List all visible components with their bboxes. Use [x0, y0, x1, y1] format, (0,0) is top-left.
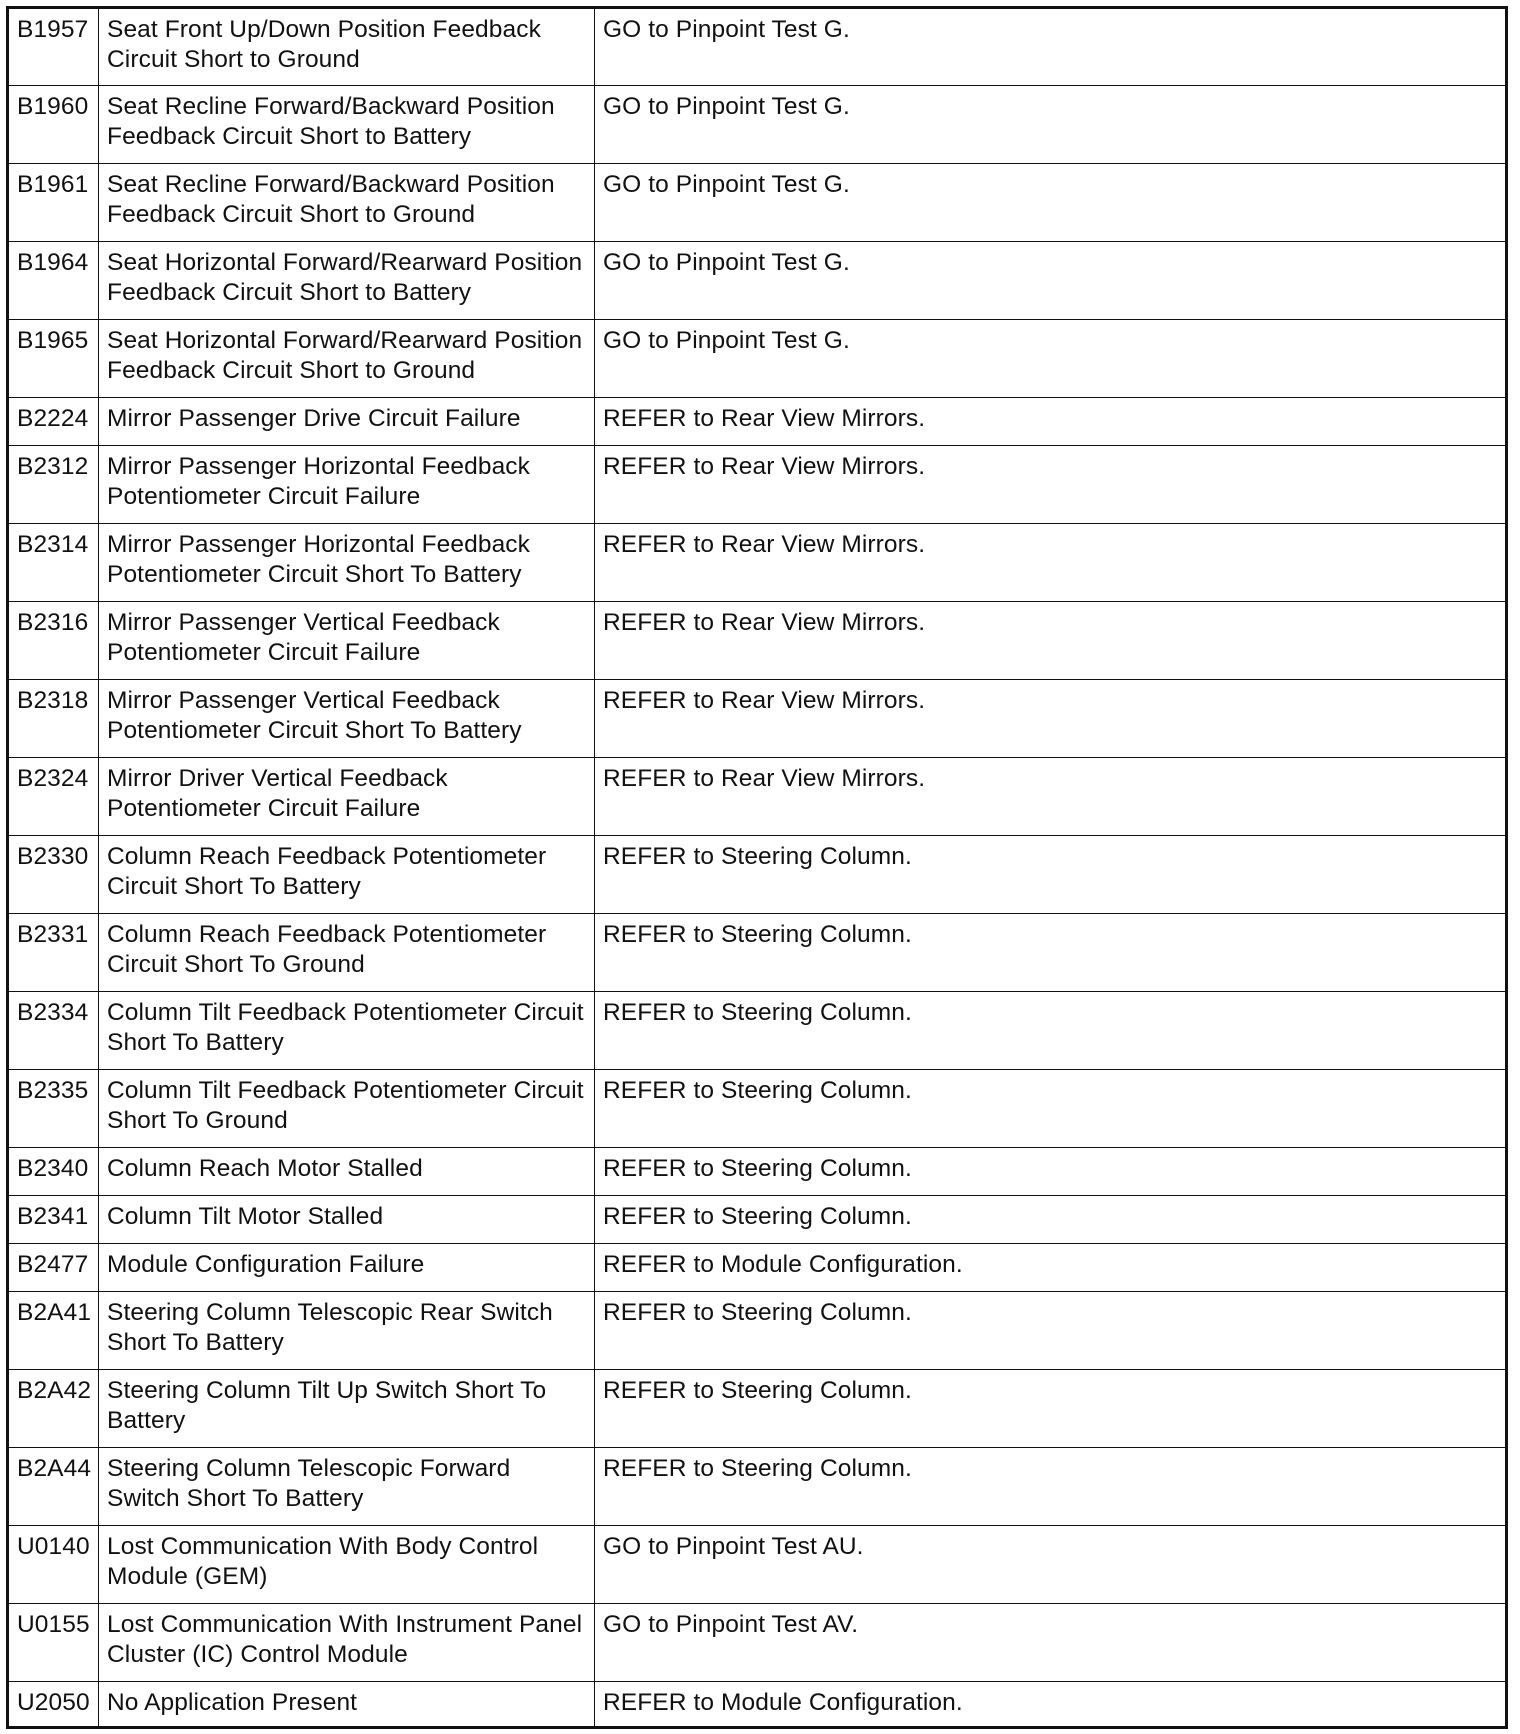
- table-row: [8, 1370, 1507, 1448]
- dtc-code-cell: B2324: [8, 758, 99, 836]
- dtc-code-cell: B1961: [8, 164, 99, 242]
- dtc-code-cell: B1964: [8, 242, 99, 320]
- dtc-action-cell: REFER to Steering Column.: [595, 1370, 1507, 1448]
- dtc-action-cell: REFER to Steering Column.: [595, 992, 1507, 1070]
- dtc-description-cell: Mirror Driver Vertical Feedback Potentiometer Circuit Failure: [99, 758, 595, 836]
- dtc-code-cell: B2314: [8, 524, 99, 602]
- dtc-action-cell: REFER to Module Configuration.: [595, 1682, 1507, 1728]
- table-row: [8, 446, 1507, 524]
- table-row: [8, 1148, 1507, 1196]
- dtc-code-cell: B2340: [8, 1148, 99, 1196]
- dtc-code-cell: U2050: [8, 1682, 99, 1728]
- dtc-code-cell: B2335: [8, 1070, 99, 1148]
- dtc-action-cell: GO to Pinpoint Test AU.: [595, 1526, 1507, 1604]
- table-row: [8, 320, 1507, 398]
- dtc-action-cell: GO to Pinpoint Test G.: [595, 86, 1507, 164]
- table-row: [8, 1292, 1507, 1370]
- dtc-code-cell: B1957: [8, 8, 99, 86]
- dtc-code-cell: B2224: [8, 398, 99, 446]
- dtc-description-cell: Steering Column Telescopic Forward Switch Short To Battery: [99, 1448, 595, 1526]
- table-row: [8, 8, 1507, 86]
- dtc-description-cell: Lost Communication With Instrument Panel Cluster (IC) Control Module: [99, 1604, 595, 1682]
- table-row: [8, 1526, 1507, 1604]
- dtc-description-cell: Mirror Passenger Horizontal Feedback Potentiometer Circuit Failure: [99, 446, 595, 524]
- dtc-description-cell: Mirror Passenger Vertical Feedback Potentiometer Circuit Short To Battery: [99, 680, 595, 758]
- dtc-description-cell: Seat Recline Forward/Backward Position Feedback Circuit Short to Battery: [99, 86, 595, 164]
- dtc-table-body: [8, 8, 1507, 1728]
- table-row: [8, 1070, 1507, 1148]
- dtc-description-cell: No Application Present: [99, 1682, 595, 1728]
- dtc-action-cell: REFER to Steering Column.: [595, 1196, 1507, 1244]
- dtc-description-cell: Column Reach Feedback Potentiometer Circuit Short To Battery: [99, 836, 595, 914]
- dtc-description-cell: Column Tilt Feedback Potentiometer Circuit Short To Ground: [99, 1070, 595, 1148]
- table-row: [8, 164, 1507, 242]
- dtc-code-cell: U0140: [8, 1526, 99, 1604]
- dtc-action-cell: REFER to Rear View Mirrors.: [595, 398, 1507, 446]
- dtc-code-cell: B2331: [8, 914, 99, 992]
- dtc-action-cell: REFER to Steering Column.: [595, 1448, 1507, 1526]
- dtc-code-cell: B1960: [8, 86, 99, 164]
- dtc-code-cell: B2312: [8, 446, 99, 524]
- dtc-code-cell: B2330: [8, 836, 99, 914]
- dtc-description-cell: Column Tilt Motor Stalled: [99, 1196, 595, 1244]
- dtc-action-cell: REFER to Rear View Mirrors.: [595, 758, 1507, 836]
- dtc-code-cell: B2316: [8, 602, 99, 680]
- dtc-description-cell: Seat Horizontal Forward/Rearward Position Feedback Circuit Short to Battery: [99, 242, 595, 320]
- table-row: [8, 914, 1507, 992]
- dtc-action-cell: GO to Pinpoint Test AV.: [595, 1604, 1507, 1682]
- table-row: [8, 1604, 1507, 1682]
- table-row: [8, 86, 1507, 164]
- dtc-code-cell: B2A44: [8, 1448, 99, 1526]
- dtc-description-cell: Column Reach Motor Stalled: [99, 1148, 595, 1196]
- dtc-code-cell: B2334: [8, 992, 99, 1070]
- dtc-table: [6, 6, 1508, 1729]
- dtc-action-cell: GO to Pinpoint Test G.: [595, 242, 1507, 320]
- table-row: [8, 992, 1507, 1070]
- table-row: [8, 836, 1507, 914]
- dtc-code-cell: B2A41: [8, 1292, 99, 1370]
- dtc-code-cell: B1965: [8, 320, 99, 398]
- dtc-code-cell: B2341: [8, 1196, 99, 1244]
- dtc-description-cell: Seat Recline Forward/Backward Position Feedback Circuit Short to Ground: [99, 164, 595, 242]
- table-row: [8, 524, 1507, 602]
- dtc-action-cell: REFER to Rear View Mirrors.: [595, 446, 1507, 524]
- dtc-description-cell: Mirror Passenger Vertical Feedback Potentiometer Circuit Failure: [99, 602, 595, 680]
- dtc-description-cell: Steering Column Tilt Up Switch Short To Battery: [99, 1370, 595, 1448]
- dtc-action-cell: GO to Pinpoint Test G.: [595, 8, 1507, 86]
- dtc-action-cell: GO to Pinpoint Test G.: [595, 164, 1507, 242]
- dtc-description-cell: Module Configuration Failure: [99, 1244, 595, 1292]
- dtc-code-cell: B2318: [8, 680, 99, 758]
- dtc-description-cell: Seat Front Up/Down Position Feedback Circuit Short to Ground: [99, 8, 595, 86]
- table-row: [8, 242, 1507, 320]
- dtc-description-cell: Steering Column Telescopic Rear Switch Short To Battery: [99, 1292, 595, 1370]
- dtc-action-cell: REFER to Steering Column.: [595, 914, 1507, 992]
- table-row: [8, 680, 1507, 758]
- table-row: [8, 602, 1507, 680]
- dtc-code-cell: U0155: [8, 1604, 99, 1682]
- dtc-description-cell: Seat Horizontal Forward/Rearward Position Feedback Circuit Short to Ground: [99, 320, 595, 398]
- dtc-action-cell: REFER to Rear View Mirrors.: [595, 524, 1507, 602]
- dtc-description-cell: Mirror Passenger Drive Circuit Failure: [99, 398, 595, 446]
- table-row: [8, 1448, 1507, 1526]
- table-row: [8, 1244, 1507, 1292]
- dtc-action-cell: REFER to Steering Column.: [595, 1148, 1507, 1196]
- dtc-action-cell: GO to Pinpoint Test G.: [595, 320, 1507, 398]
- table-row: [8, 1682, 1507, 1728]
- dtc-description-cell: Lost Communication With Body Control Module (GEM): [99, 1526, 595, 1604]
- dtc-action-cell: REFER to Rear View Mirrors.: [595, 602, 1507, 680]
- dtc-description-cell: Mirror Passenger Horizontal Feedback Potentiometer Circuit Short To Battery: [99, 524, 595, 602]
- dtc-code-cell: B2A42: [8, 1370, 99, 1448]
- table-row: [8, 758, 1507, 836]
- dtc-description-cell: Column Tilt Feedback Potentiometer Circuit Short To Battery: [99, 992, 595, 1070]
- dtc-action-cell: REFER to Module Configuration.: [595, 1244, 1507, 1292]
- dtc-description-cell: Column Reach Feedback Potentiometer Circuit Short To Ground: [99, 914, 595, 992]
- dtc-action-cell: REFER to Rear View Mirrors.: [595, 680, 1507, 758]
- table-row: [8, 1196, 1507, 1244]
- dtc-action-cell: REFER to Steering Column.: [595, 1292, 1507, 1370]
- dtc-action-cell: REFER to Steering Column.: [595, 1070, 1507, 1148]
- dtc-code-cell: B2477: [8, 1244, 99, 1292]
- table-row: [8, 398, 1507, 446]
- dtc-action-cell: REFER to Steering Column.: [595, 836, 1507, 914]
